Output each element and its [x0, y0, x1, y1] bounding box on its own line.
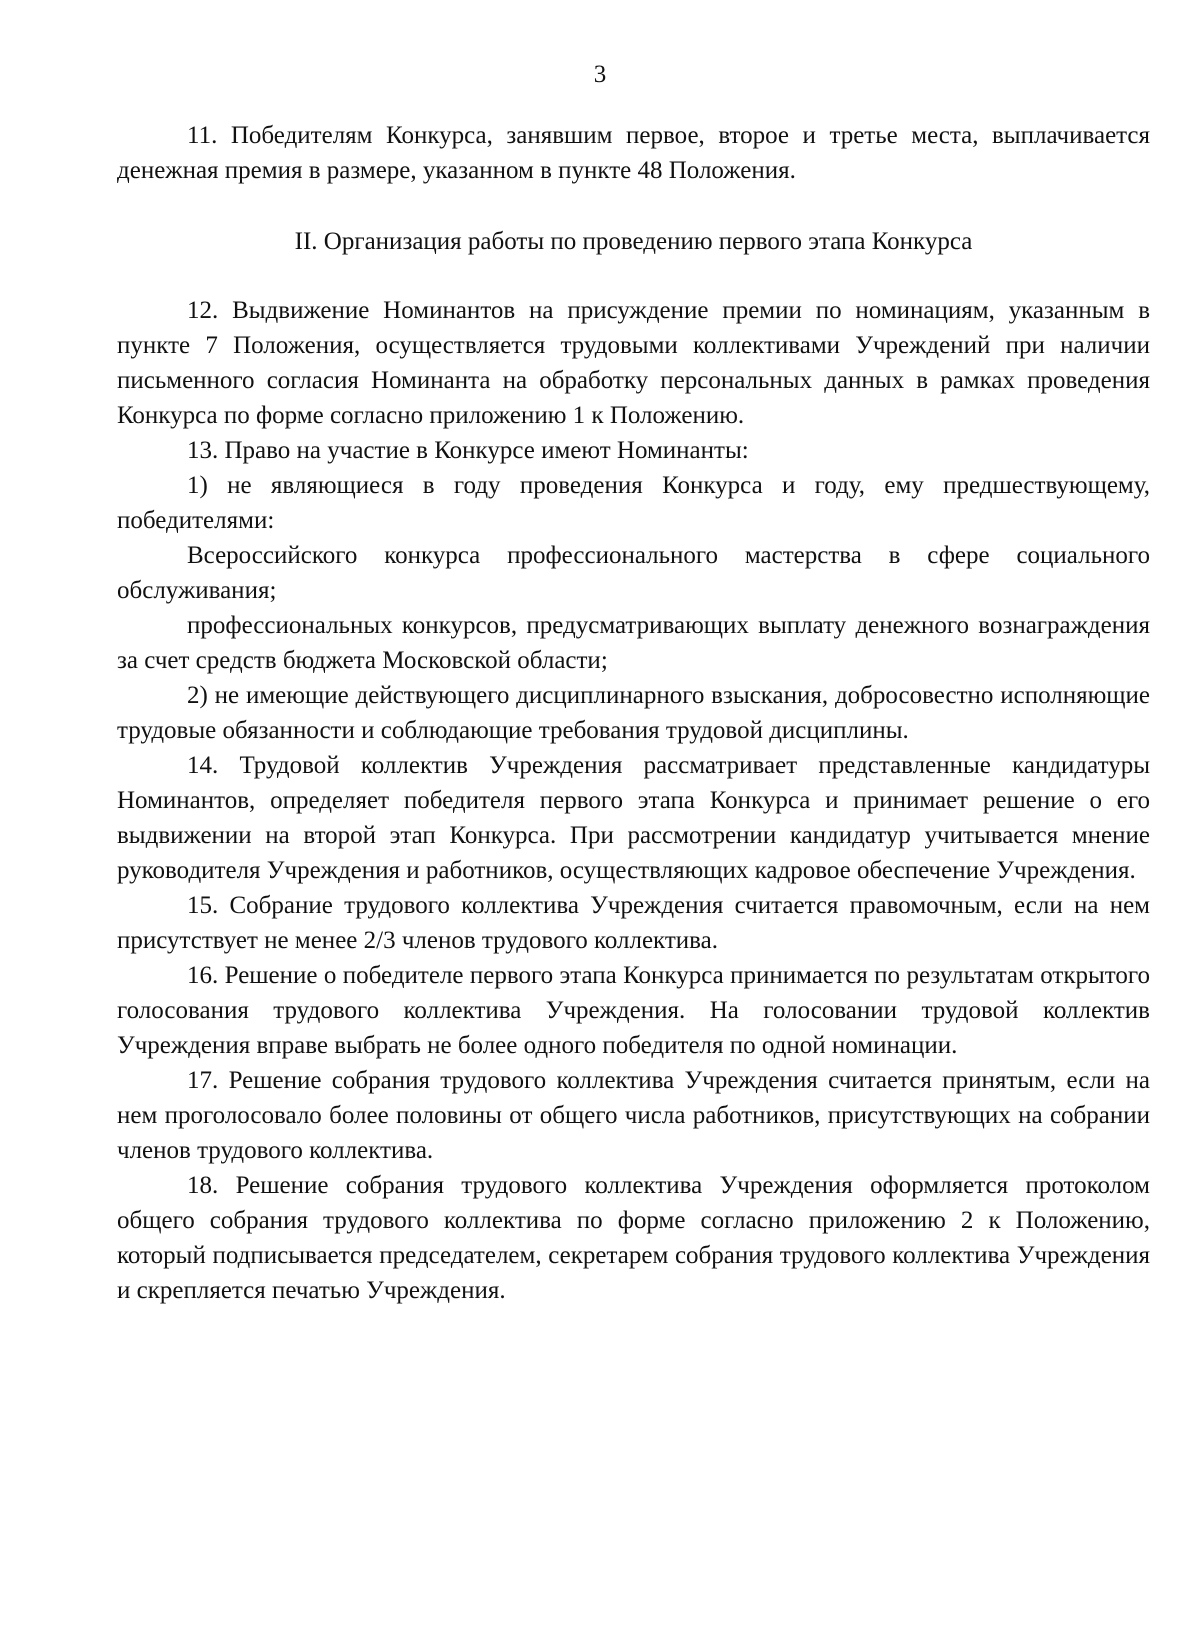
- page-number: 3: [593, 61, 607, 88]
- paragraph-13-item-1a: Всероссийского конкурса профессионального мастерства в сфере социального обслуживания;: [117, 542, 1150, 604]
- section-heading-2: II. Организация работы по проведению первого этапа Конкурса: [294, 228, 973, 255]
- paragraph-17: 17. Решение собрания трудового коллектива Учреждения считается принятым, если на нем проголосовало более половины от общего числа работников, присутствующих на собрании членов трудового коллектива.: [117, 1067, 1150, 1164]
- paragraph-13-item-1b: профессиональных конкурсов, предусматривающих выплату денежного вознаграждения за счет средств бюджета Московской области;: [117, 612, 1150, 674]
- paragraph-16: 16. Решение о победителе первого этапа Конкурса принимается по результатам открытого голосования трудового коллектива Учреждения. На голосовании трудовой коллектив Учреждения вправе выбрать не более одного победителя по одной номинации.: [117, 962, 1150, 1059]
- paragraph-11: 11. Победителям Конкурса, занявшим первое, второе и третье места, выплачивается денежная премия в размере, указанном в пункте 48 Положения.: [117, 122, 1150, 184]
- paragraph-13-item-2: 2) не имеющие действующего дисциплинарного взыскания, добросовестно исполняющие трудовые обязанности и соблюдающие требования трудовой дисциплины.: [117, 682, 1150, 744]
- paragraph-12: 12. Выдвижение Номинантов на присуждение премии по номинациям, указанным в пункте 7 Положения, осуществляется трудовыми коллективами Учреждений при наличии письменного согласия Номинанта на обработку персональных данных в рамках проведения Конкурса по форме согласно приложению 1 к Положению.: [117, 297, 1150, 429]
- paragraph-15: 15. Собрание трудового коллектива Учреждения считается правомочным, если на нем присутствует не менее 2/3 членов трудового коллектива.: [117, 892, 1150, 954]
- paragraph-13: 13. Право на участие в Конкурсе имеют Номинанты:: [187, 437, 749, 464]
- paragraph-14: 14. Трудовой коллектив Учреждения рассматривает представленные кандидатуры Номинантов, определяет победителя первого этапа Конкурса и принимает решение о его выдвижении на второй этап Конкурса. При рассмотрении кандидатур учитывается мнение руководителя Учреждения и работников, осуществляющих кадровое обеспечение Учреждения.: [117, 752, 1150, 884]
- document-body: [117, 118, 1150, 1308]
- paragraph-18: 18. Решение собрания трудового коллектива Учреждения оформляется протоколом общего собрания трудового коллектива по форме согласно приложению 2 к Положению, который подписывается председателем, секретарем собрания трудового коллектива Учреждения и скрепляется печатью Учреждения.: [117, 1172, 1150, 1304]
- paragraph-13-item-1: 1) не являющиеся в году проведения Конкурса и году, ему предшествующему, победителями:: [117, 472, 1150, 534]
